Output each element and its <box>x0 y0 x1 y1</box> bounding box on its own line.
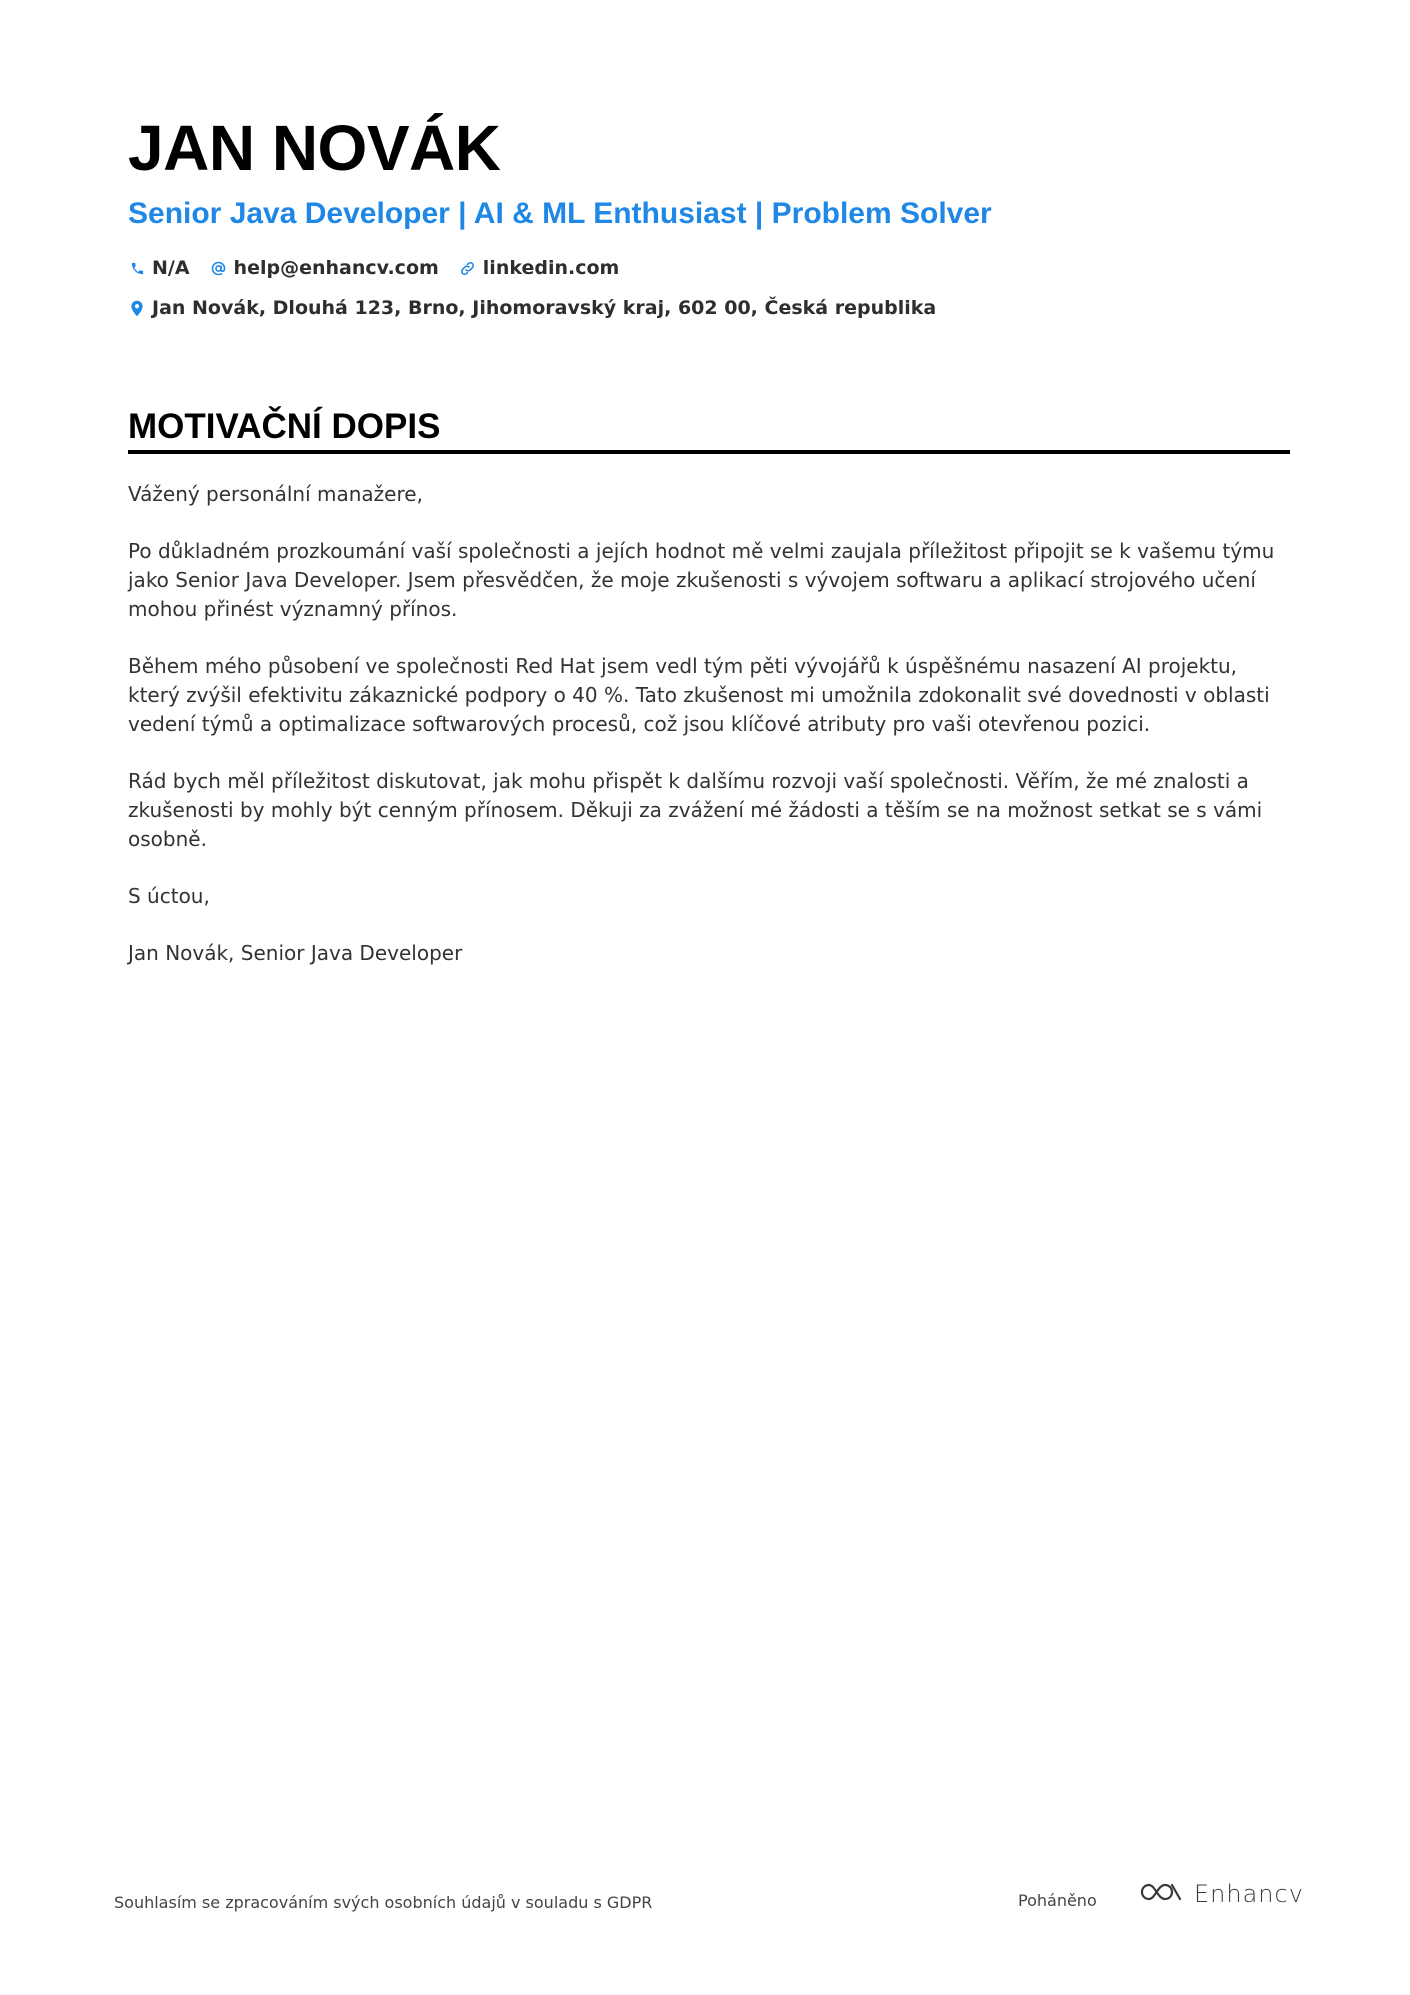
email-value[interactable]: help@enhancv.com <box>233 257 439 279</box>
powered-by-label: Poháněno <box>1018 1891 1097 1910</box>
enhancv-logo-icon <box>1138 1880 1184 1908</box>
brand-name: Enhancv <box>1194 1880 1304 1908</box>
phone-contact <box>128 257 190 279</box>
location-pin-icon <box>128 299 146 317</box>
linkedin-value[interactable]: linkedin.com <box>482 257 620 279</box>
closing: S úctou, <box>128 884 210 908</box>
address-value: Jan Novák, Dlouhá 123, Brno, Jihomoravský kraj, 602 00, Česká republika <box>152 297 937 319</box>
address-contact <box>128 297 936 319</box>
enhancv-logo[interactable] <box>1138 1880 1304 1908</box>
contact-row <box>128 254 1288 282</box>
letter-body <box>128 480 1290 996</box>
email-contact[interactable] <box>210 257 439 279</box>
phone-value: N/A <box>152 257 190 279</box>
gdpr-consent: Souhlasím se zpracováním svých osobních údajů v souladu s GDPR <box>114 1893 653 1912</box>
paragraph: Po důkladném prozkoumání vaší společnosti a jejích hodnot mě velmi zaujala příležitost připojit se k vašemu týmu jako Senior Java Developer. Jsem přesvědčen, že moje zkušenosti s vývojem softwaru a aplikací strojového učení mohou přinést významný přínos. <box>128 539 1275 621</box>
signature: Jan Novák, Senior Java Developer <box>128 941 463 965</box>
paragraph: Rád bych měl příležitost diskutovat, jak mohu přispět k dalšímu rozvoji vaší společnosti. Věřím, že mé znalosti a zkušenosti by mohly být cenným přínosem. Děkuji za zvážení mé žádosti a těším se na možnost setkat se s vámi osobně. <box>128 769 1263 851</box>
address-row <box>128 294 1288 322</box>
salutation: Vážený personální manažere, <box>128 482 423 506</box>
phone-icon <box>128 259 146 277</box>
headline: Senior Java Developer | AI & ML Enthusiast | Problem Solver <box>128 197 992 230</box>
linkedin-contact[interactable] <box>459 257 620 279</box>
header <box>128 108 1288 322</box>
paragraph: Během mého působení ve společnosti Red Hat jsem vedl tým pěti vývojářů k úspěšnému nasazení AI projektu, který zvýšil efektivitu zákaznické podpory o 40 %. Tato zkušenost mi umožnila zdokonalit své dovednosti v oblasti vedení týmů a optimalizace softwarových procesů, což jsou klíčové atributy pro vaši otevřenou pozici. <box>128 654 1270 736</box>
section-title: MOTIVAČNÍ DOPIS <box>128 406 1290 454</box>
at-icon <box>210 259 228 277</box>
candidate-name: JAN NOVÁK <box>128 112 501 184</box>
link-icon <box>459 259 477 277</box>
